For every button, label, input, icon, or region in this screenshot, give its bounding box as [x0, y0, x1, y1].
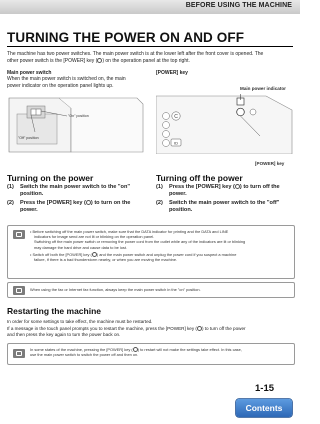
turn-on-step-2-a: Press the [POWER] key ( [20, 200, 86, 206]
restart-line-2a: If a message in the touch panel prompts you to restart the machine, press the [POWER] key ( [7, 325, 197, 331]
note1-line-6: failure, if there is a bad thunderstorm nearby, or when you are moving the machine. [34, 257, 178, 263]
intro-paragraph [7, 51, 293, 65]
power-key-label: [POWER] key [156, 70, 188, 76]
turn-off-step-1-c: power. [169, 191, 187, 198]
main-switch-illustration [7, 92, 145, 154]
turn-on-step-2-b: ) to turn on the [90, 200, 131, 206]
title-rule [7, 46, 293, 47]
note-box-restart [7, 343, 295, 365]
page-number: 1-15 [255, 383, 275, 394]
main-switch-label: Main power switch [7, 70, 52, 76]
turn-on-step-2 [7, 200, 147, 214]
intro-line-2b: ) on the operation panel at the top right. [102, 58, 190, 64]
note1-line-2: indicators for image send are not lit or blinking on the operation panel. [34, 234, 155, 240]
note1-line-3: Switching off the main power switch or removing the power cord from the outlet while any of the indicators are lit or blinking [34, 239, 246, 245]
main-switch-desc-1: When the main power switch is switched on, the main [7, 76, 126, 82]
note3-line-1b: ) to restart will not make the settings take effect. In this case, [137, 347, 242, 352]
intro-line-1: The machine has two power switches. The main power switch is at the lower left after the front cover is opened. The [7, 51, 264, 57]
main-switch-desc [7, 76, 147, 89]
turn-on-step-1-b: position. [20, 191, 44, 198]
note-box-warning [7, 225, 295, 279]
turn-off-step-1-b: ) to turn off the [239, 184, 280, 190]
turn-off-step-1-num: (1) [156, 184, 163, 190]
power-key-callout: [POWER] key [255, 161, 285, 166]
note-box-warning-text: • Before switching off the main power switch, make sure that the DATA indicator for printing and the DATA and LINE indicators for image send are not lit or blinking on the operation panel. Switching off the main power switch or removing the power cord from the outlet while any of the indicators are lit or blinking may damage the hard drive and cause data to be lost. • Switch off both the [POWER] key ( ) and the main power switch and unplug the power cord if you suspect a machine failure, if there is a bad thunderstorm nearby, or when you are moving the machine. [30, 229, 290, 262]
restart-heading: Restarting the machine [7, 306, 101, 316]
off-position-label: "Off" position [18, 136, 39, 140]
turn-off-heading: Turning off the power [156, 173, 243, 183]
note3-line-2: use the main power switch to switch the power off and then on. [30, 352, 139, 358]
turn-on-step-1-a: Switch the main power switch to the "on" [20, 184, 131, 190]
contents-button[interactable]: Contents [236, 399, 292, 417]
note1-line-5a: Switch off both the [POWER] key ( [32, 251, 92, 257]
turn-on-step-2-num: (2) [7, 200, 14, 206]
note2-text: When using the fax or Internet fax function, always keep the main power switch in the "on" position. [30, 287, 201, 292]
note1-line-4: may damage the hard drive and cause data to be lost. [34, 244, 128, 250]
turn-off-step-2 [156, 200, 296, 214]
turn-off-step-2-a: Switch the main power switch to the "off" [169, 200, 280, 206]
note1-line-1: Before switching off the main power switch, make sure that the DATA indicator for printing and the DATA and LINE [32, 229, 229, 234]
section-title: BEFORE USING THE MACHINE [185, 2, 292, 9]
restart-line-2b: ) to turn off the power [201, 325, 246, 331]
note3-text [30, 347, 292, 357]
main-power-indicator-label: Main power indicator [240, 86, 286, 91]
turn-off-step-1-a: Press the [POWER] key ( [169, 184, 235, 190]
operation-panel-illustration [156, 92, 294, 154]
note-icon [13, 349, 25, 358]
turn-off-step-2-b: position. [169, 207, 193, 214]
turn-off-step-2-num: (2) [156, 200, 163, 206]
restart-paragraph [7, 319, 295, 339]
panel-key-id: ID [174, 140, 178, 146]
note-box-fax [7, 282, 295, 298]
turn-on-step-2-c: power. [20, 207, 38, 214]
page-title: TURNING THE POWER ON AND OFF [7, 30, 245, 45]
on-position-label: "On" position [68, 114, 89, 118]
panel-key-c: C [174, 114, 178, 120]
turn-on-step-1 [7, 184, 147, 198]
note1-line-5b: ) and the main power switch and unplug the power cord if you suspect a machine [96, 251, 237, 257]
note-icon [13, 286, 25, 295]
restart-line-3: and then press the key again to turn the power back on. [7, 332, 121, 338]
restart-line-1: In order for some settings to take effect, the machine must be restarted. [7, 319, 153, 324]
turn-on-heading: Turning on the power [7, 173, 94, 183]
turn-on-step-1-num: (1) [7, 184, 14, 190]
note3-line-1a: In some states of the machine, pressing the [POWER] key ( [30, 347, 133, 352]
intro-line-2a: other power switch is the [POWER] key ( [7, 58, 98, 64]
main-switch-desc-2: power indicator on the operation panel lights up. [7, 82, 114, 89]
turn-off-step-1 [156, 184, 296, 198]
note-icon [13, 230, 25, 239]
